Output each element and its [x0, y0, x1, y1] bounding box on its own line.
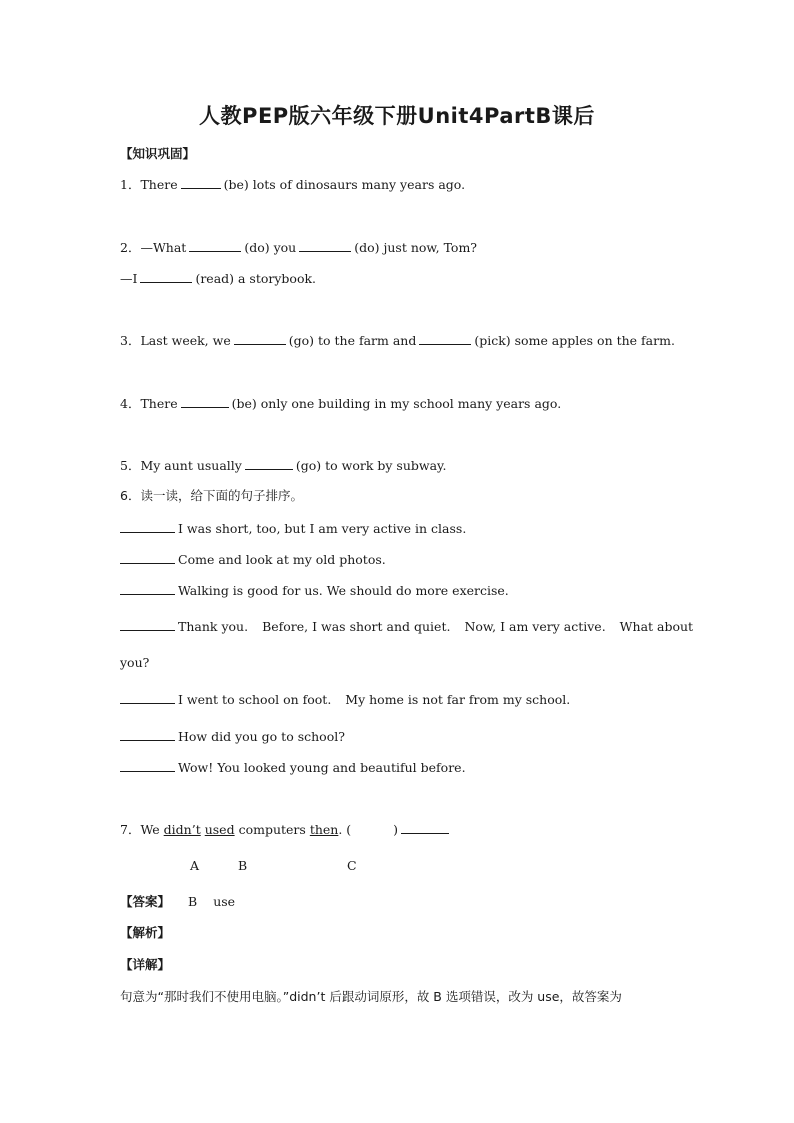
analysis-label: 【解析】	[120, 925, 171, 940]
q6-item-3-text: Walking is good for us. We should do more exercise.	[178, 583, 509, 598]
q7-underlined-c: then	[309, 822, 339, 837]
q6-item-1-text: I was short, too, but I am very active in class.	[178, 521, 467, 536]
q4-text-b: (be) only one building in my school many years ago.	[231, 396, 562, 411]
q1-text-after: (be) lots of dinosaurs many years ago.	[223, 177, 466, 192]
q3-text-b: (go) to the farm and	[288, 333, 417, 348]
q6-item-3-blank[interactable]	[120, 581, 175, 595]
q6-item	[120, 758, 466, 777]
q6-item	[120, 690, 570, 709]
q6-item	[120, 727, 345, 746]
q5-text-b: (go) to work by subway.	[295, 458, 447, 473]
q6-item-5-text-a: I went to school on foot.	[178, 692, 332, 707]
q2-text-d: —I	[120, 271, 138, 286]
q6-item-4-text-c: Now, I am very active.	[464, 619, 606, 634]
q3-text-a: Last week, we	[140, 333, 231, 348]
question-5	[120, 456, 446, 475]
q7-option-c-label: C	[347, 858, 357, 873]
q7-option-b-label: B	[238, 858, 248, 873]
question-6-title: 6．读一读，给下面的句子排序。	[120, 488, 303, 503]
q2-text-b: (do) you	[244, 240, 297, 255]
q6-item-6-blank[interactable]	[120, 727, 175, 741]
q5-blank[interactable]	[245, 456, 293, 470]
q2-number: 2．	[120, 240, 141, 255]
q6-item-4-text-d: What about	[619, 619, 694, 634]
question-7	[120, 820, 452, 839]
q7-number: 7．	[120, 822, 141, 837]
q7-option-a-label: A	[190, 858, 200, 873]
q6-item-4-blank[interactable]	[120, 617, 175, 631]
q7-paren-close: )	[393, 822, 399, 837]
q6-item-4-wrap: you?	[120, 655, 150, 670]
answer-row	[120, 893, 235, 911]
q3-number: 3．	[120, 333, 141, 348]
q7-paren-open: . (	[338, 822, 352, 837]
q3-blank-1[interactable]	[234, 331, 286, 345]
q4-text-a: There	[140, 396, 178, 411]
q7-underlined-a: didn’t	[163, 822, 201, 837]
q6-item-2-text: Come and look at my old photos.	[178, 552, 386, 567]
page-title: 人教PEP版六年级下册Unit4PartB课后	[199, 104, 595, 128]
q6-item-7-text: Wow! You looked young and beautiful before.	[178, 760, 466, 775]
q2-blank-2[interactable]	[299, 238, 351, 252]
q6-item-4-text-a: Thank you.	[178, 619, 249, 634]
q6-item	[120, 617, 693, 636]
q2-text-a: —What	[140, 240, 187, 255]
detail-text: 句意为“那时我们不使用电脑。”didn’t 后跟动词原形，故 B 选项错误，改为 use，故答案为	[120, 989, 622, 1004]
q6-item	[120, 581, 509, 600]
q1-blank[interactable]	[181, 175, 221, 189]
question-4	[120, 394, 561, 413]
q2-blank-3[interactable]	[140, 269, 192, 283]
q7-text-b: computers	[238, 822, 306, 837]
q6-item-7-blank[interactable]	[120, 758, 175, 772]
q6-item-5-blank[interactable]	[120, 690, 175, 704]
q6-item-5-text-b: My home is not far from my school.	[345, 692, 571, 707]
q4-blank[interactable]	[181, 394, 229, 408]
q7-text-a: We	[140, 822, 160, 837]
q1-number: 1．	[120, 177, 141, 192]
q1-text-before: There	[140, 177, 178, 192]
q2-text-e: (read) a storybook.	[195, 271, 317, 286]
q6-item-4-text-b: Before, I was short and quiet.	[262, 619, 451, 634]
question-2-line-1	[120, 238, 477, 257]
q3-blank-2[interactable]	[419, 331, 471, 345]
q7-correction-blank[interactable]	[401, 820, 449, 834]
q5-text-a: My aunt usually	[140, 458, 242, 473]
detail-label: 【详解】	[120, 957, 171, 972]
q3-text-c: (pick) some apples on the farm.	[474, 333, 675, 348]
q4-number: 4．	[120, 396, 141, 411]
q6-item-2-blank[interactable]	[120, 550, 175, 564]
answer-label: 【答案】	[120, 894, 171, 909]
question-2-line-2	[120, 269, 316, 288]
q6-item-6-text: How did you go to school?	[178, 729, 345, 744]
q2-blank-1[interactable]	[189, 238, 241, 252]
section-heading-consolidation: 【知识巩固】	[120, 146, 196, 161]
question-3	[120, 331, 675, 350]
q5-number: 5．	[120, 458, 141, 473]
q6-item-1-blank[interactable]	[120, 519, 175, 533]
answer-value-correction: use	[213, 894, 236, 909]
q2-text-c: (do) just now, Tom?	[354, 240, 478, 255]
question-1	[120, 175, 465, 194]
answer-value-choice: B	[188, 894, 198, 909]
q6-item	[120, 550, 386, 569]
q6-item	[120, 519, 466, 538]
q7-underlined-b: used	[204, 822, 235, 837]
